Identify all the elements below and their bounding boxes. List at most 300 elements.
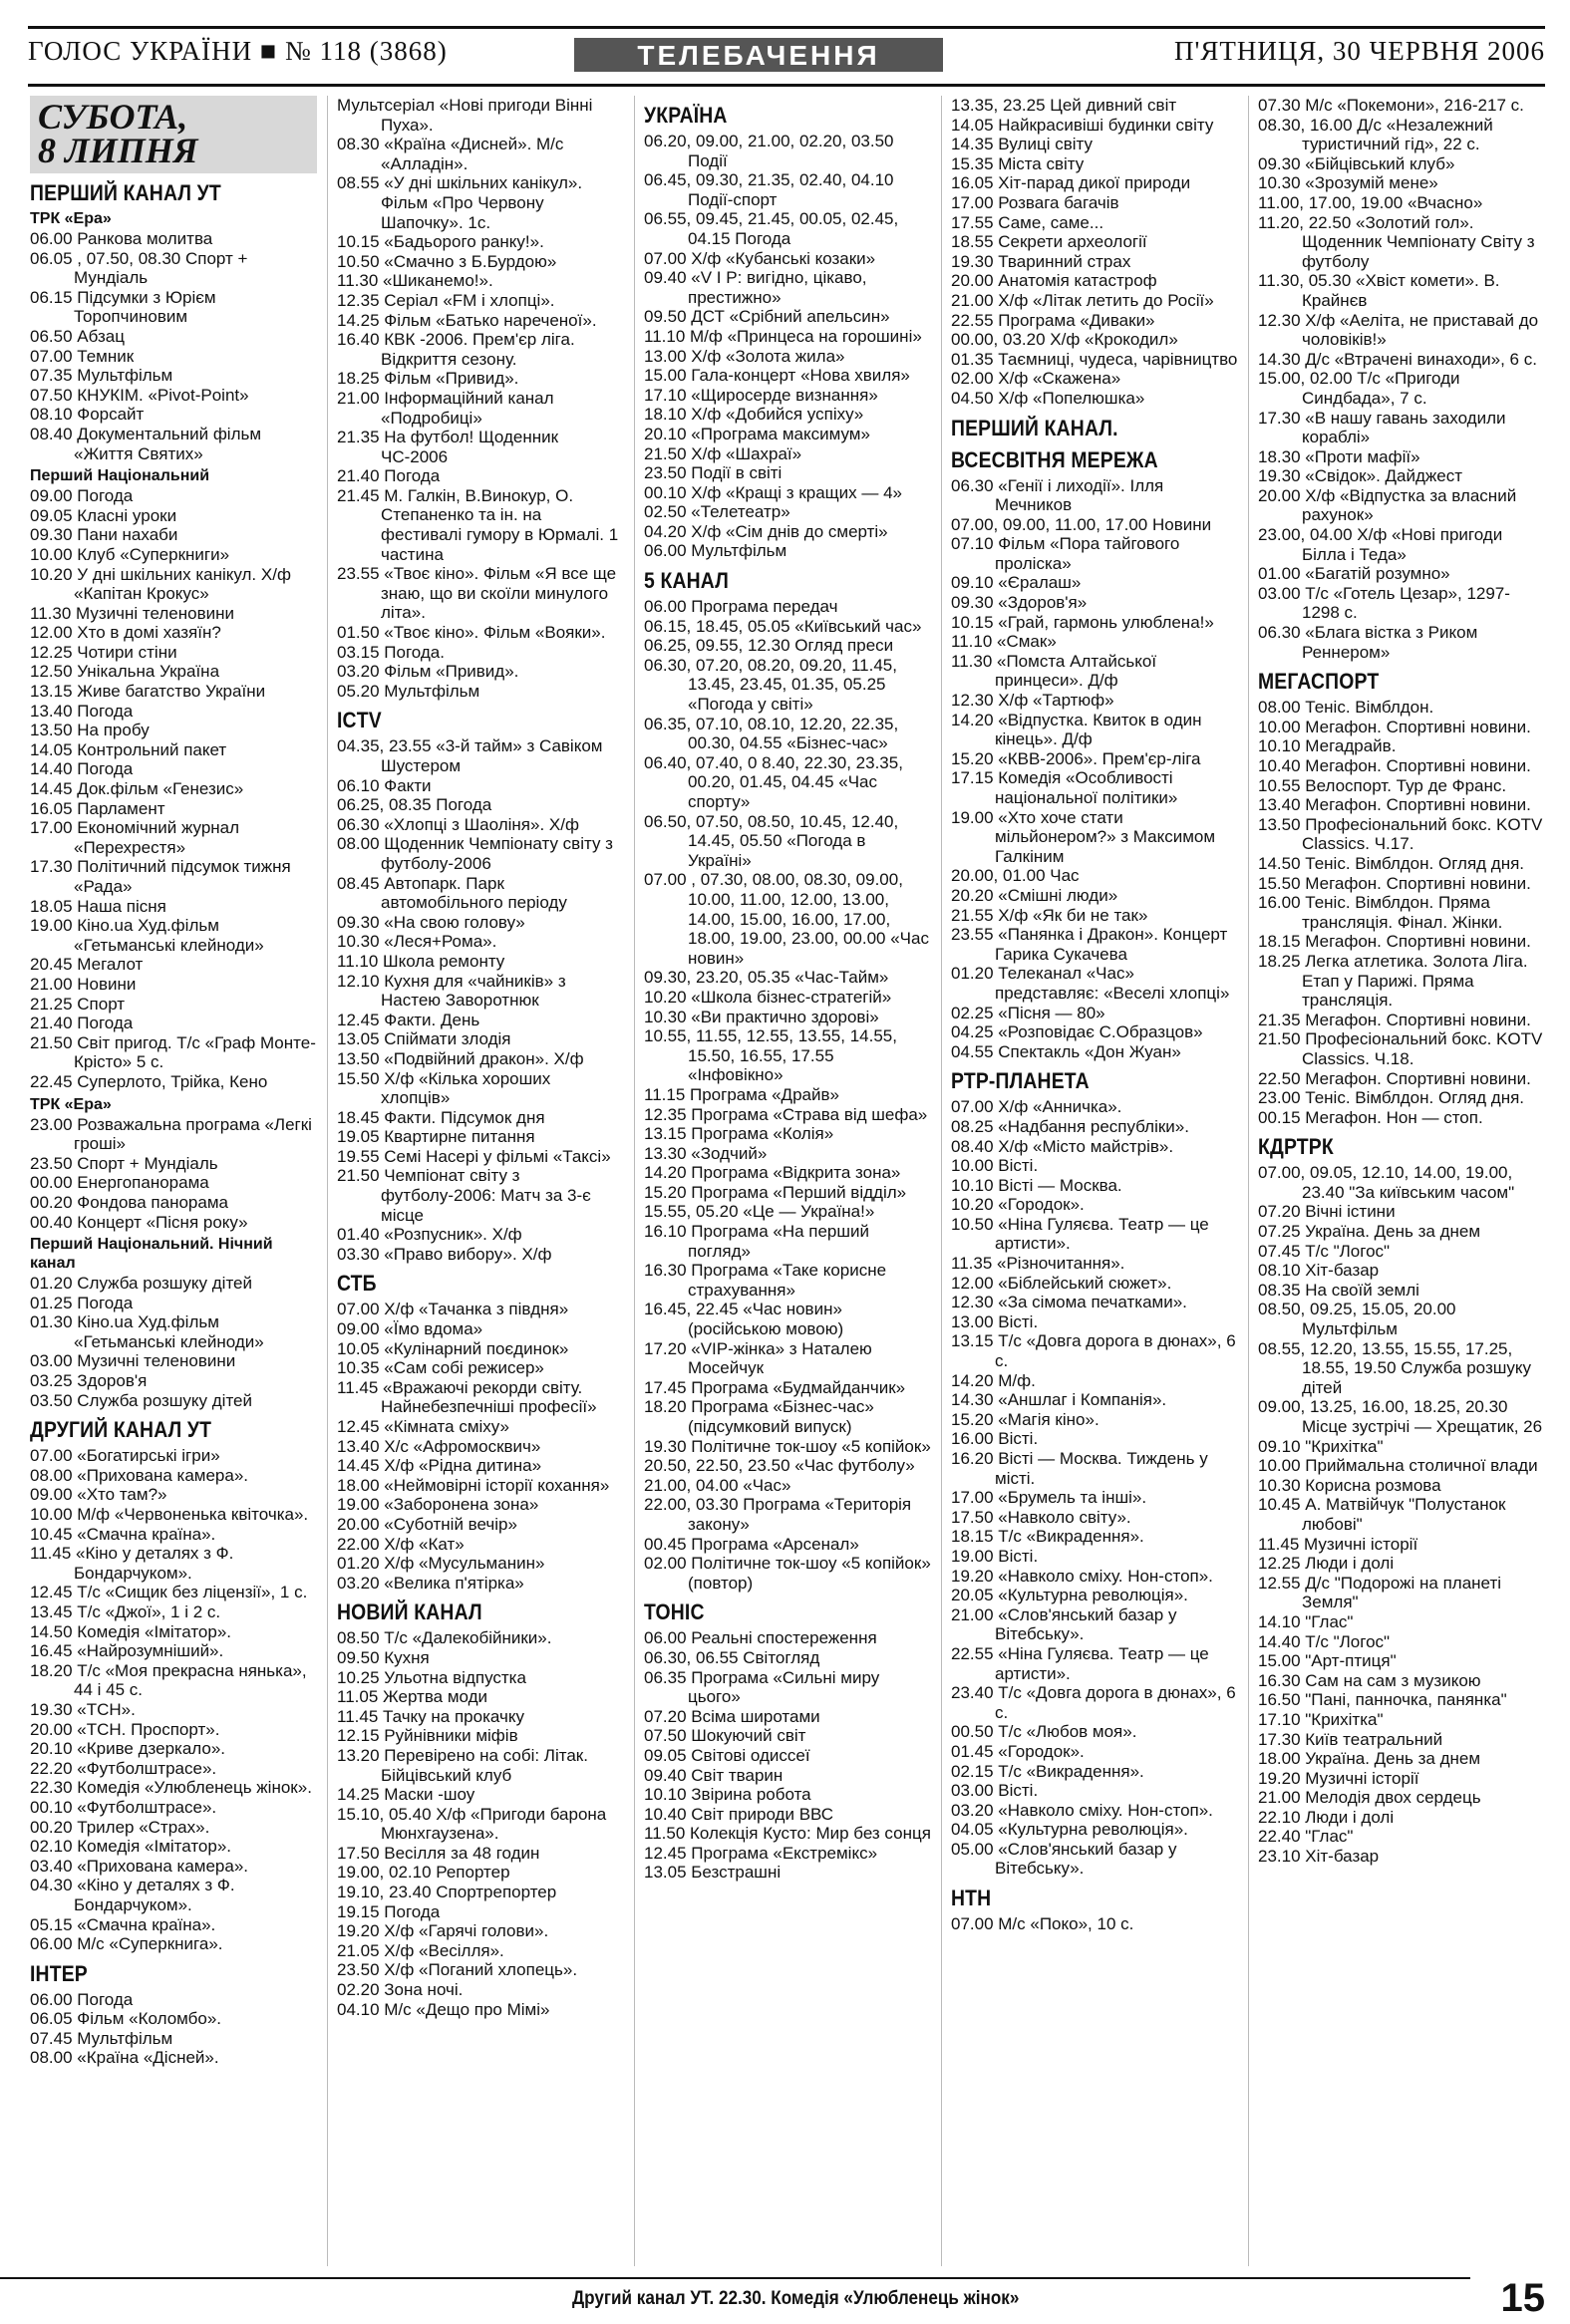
program-listing: 04.55 Спектакль «Дон Жуан» — [951, 1041, 1181, 1061]
program-listing: 16.40 КВК -2006. Прем'єр ліга. Відкриття сезону. — [337, 330, 575, 369]
program-listing: 06.00 Ранкова молитва — [30, 229, 213, 248]
program-listing: 06.35 Програма «Сильні миру цього» — [644, 1667, 880, 1707]
program-listing: 09.40 Світ тварин — [644, 1765, 784, 1785]
program-listing: 10.25 Ульотна відпустка — [337, 1667, 526, 1687]
program-listing: 21.35 На футбол! Щоденник ЧС-2006 — [337, 428, 559, 466]
program-listing: 17.00 Економічний журнал «Перехрестя» — [30, 818, 240, 857]
program-listing: 10.00 Клуб «Суперкниги» — [30, 544, 230, 564]
program-listing: 12.45 «Кімната сміху» — [337, 1417, 509, 1436]
program-listing: 02.10 Комедія «Імітатор». — [30, 1837, 232, 1857]
program-listing: 07.45 Мультфільм — [30, 2028, 173, 2048]
program-listing: 15.00 "Арт-птиця" — [1258, 1651, 1397, 1671]
program-listing: 20.10 «Криве дзеркало». — [30, 1739, 226, 1759]
program-listing: 11.05 Жертва моди — [337, 1687, 488, 1707]
program-listing: 14.20 Програма «Відкрита зона» — [644, 1163, 901, 1183]
program-listing: 23.00 Розважальна програма «Легкі гроші» — [30, 1114, 312, 1154]
program-listing: 07.25 Україна. День за днем — [1258, 1222, 1481, 1242]
program-listing: 10.00 Вісті. — [951, 1156, 1039, 1176]
program-listing: 20.45 Мегалот — [30, 955, 144, 975]
program-listing: 17.45 Програма «Будмайданчик» — [644, 1377, 906, 1397]
program-listing: 00.20 Трилер «Страх». — [30, 1817, 210, 1837]
program-listing: 03.00 Вісті. — [951, 1781, 1039, 1801]
program-listing: 08.55, 12.20, 13.55, 15.55, 17.25, 18.55, 19.50 Служба розшуку дітей — [1258, 1338, 1532, 1397]
program-listing: 23.50 Події в світі — [644, 463, 783, 483]
program-listing: 17.55 Саме, саме... — [951, 212, 1104, 232]
program-listing: 12.25 Люди і долі — [1258, 1554, 1395, 1574]
program-listing: 06.30, 06.55 Світогляд — [644, 1647, 820, 1667]
program-listing: 09.00 «Їмо вдома» — [337, 1319, 483, 1339]
program-listing: 01.20 Х/ф «Мусульманин» — [337, 1554, 545, 1574]
program-listing: 17.50 Весілля за 48 годин — [337, 1843, 540, 1863]
program-listing: 03.20 «Велика п'ятірка» — [337, 1573, 524, 1593]
program-listing: 12.10 Кухня для «чайників» з Настею Заворотнюк — [337, 971, 566, 1011]
program-listing: 15.00, 02.00 Т/с «Пригоди Синдбада», 7 с. — [1258, 369, 1460, 408]
program-listing: 10.30 «Леся+Рома». — [337, 932, 497, 952]
program-listing: 19.55 Семі Насері у фільмі «Таксі» — [337, 1146, 611, 1166]
program-listing: 13.50 Професіональний бокс. KOTV Classics. Ч.17. — [1258, 814, 1543, 854]
program-listing: 07.00, 09.00, 11.00, 17.00 Новини — [951, 514, 1212, 534]
program-listing: 09.30 «Бійцівський клуб» — [1258, 153, 1455, 173]
program-listing: 14.50 Комедія «Імітатор». — [30, 1621, 232, 1641]
program-listing: 19.30 Політичне ток-шоу «5 копійок» — [644, 1436, 931, 1456]
program-listing: 11.10 Школа ремонту — [337, 951, 505, 971]
program-listing: 21.35 Мегафон. Спортивні новини. — [1258, 1010, 1531, 1029]
program-listing: 14.45 Х/ф «Рідна дитина» — [337, 1456, 542, 1476]
program-listing: 08.50 Т/с «Далекобійники». — [337, 1628, 552, 1648]
program-listing: 16.20 Вісті — Москва. Тиждень у місті. — [951, 1449, 1208, 1488]
channel-heading: 5 КАНАЛ — [644, 568, 729, 594]
program-listing: 13.40 Х/с «Афромосквич» — [337, 1436, 541, 1456]
program-listing: 00.10 Х/ф «Кращі з кращих — 4» — [644, 482, 902, 502]
program-listing: 21.50 Світ пригод. Т/с «Граф Монте-Крісто» 5 с. — [30, 1032, 316, 1072]
program-listing: 10.00 Приймальна столичної влади — [1258, 1456, 1538, 1476]
channel-heading: ICTV — [337, 708, 382, 733]
program-listing: 02.15 Т/с «Викрадення». — [951, 1761, 1144, 1781]
program-listing: 16.05 Хіт-парад дикої природи — [951, 173, 1191, 193]
program-listing: 08.00 Щоденник Чемпіонату світу з футболу-2006 — [337, 834, 613, 873]
program-listing: 00.10 «Футболштрасе». — [30, 1797, 217, 1817]
program-listing: 15.50 Х/ф «Кілька хороших хлопців» — [337, 1068, 551, 1108]
program-listing: 01.50 «Твоє кіно». Фільм «Вояки». — [337, 623, 606, 643]
program-listing: 07.50 Шокуючий світ — [644, 1726, 806, 1746]
program-listing: 17.00 Розвага багачів — [951, 192, 1119, 212]
program-listing: 15.20 Програма «Перший відділ» — [644, 1182, 907, 1202]
program-listing: 15.55, 05.20 «Це — Україна!» — [644, 1202, 875, 1222]
program-listing: 14.30 Д/с «Втрачені винаходи», 6 с. — [1258, 349, 1537, 369]
program-listing: 06.50, 07.50, 08.50, 10.45, 12.40, 14.45, 05.50 «Погода в Україні» — [644, 811, 899, 870]
channel-heading: КДРТРК — [1258, 1134, 1334, 1160]
program-listing: 19.30 «Свідок». Дайджест — [1258, 466, 1463, 486]
program-listing: 08.00 Теніс. Вімблдон. — [1258, 698, 1434, 718]
program-listing: 05.15 «Смачна країна». — [30, 1914, 216, 1934]
column-divider — [634, 96, 635, 2266]
program-listing: 13.05 Безстрашні — [644, 1863, 782, 1883]
program-listing: 21.00 Новини — [30, 974, 137, 994]
column-1 — [30, 96, 317, 2266]
program-listing: 09.00, 13.25, 16.00, 18.25, 20.30 Місце зустрічі — Хрещатик, 26 — [1258, 1397, 1543, 1436]
program-listing: 19.30 Тваринний страх — [951, 251, 1131, 271]
program-listing: 03.50 Служба розшуку дітей — [30, 1390, 252, 1410]
program-listing: 05.00 «Слов'янський базар у Вітебську». — [951, 1839, 1177, 1879]
program-listing: 08.00 «Країна «Дісней». — [30, 2048, 219, 2068]
program-listing: 14.50 Теніс. Вімблдон. Огляд дня. — [1258, 853, 1525, 873]
program-listing: 10.20 У дні шкільних канікул. Х/ф «Капітан Крокус» — [30, 564, 291, 604]
program-listing: 22.30 Комедія «Улюбленець жінок». — [30, 1778, 312, 1798]
program-listing: 09.30, 23.20, 05.35 «Час-Тайм» — [644, 968, 889, 988]
footer-highlight: Другий канал УТ. 22.30. Комедія «Улюбленець жінок» — [572, 2288, 1020, 2309]
program-listing: 23.55 «Панянка і Дракон». Концерт Гарика Сукачева — [951, 925, 1228, 964]
program-listing: 09.05 Світові одиссеї — [644, 1745, 810, 1765]
program-listing: 03.25 Здоров'я — [30, 1371, 148, 1391]
program-listing: 12.15 Руйнівники міфів — [337, 1726, 518, 1746]
program-listing: 11.45 Тачку на прокачку — [337, 1706, 524, 1726]
program-listing: 17.30 «В нашу гавань заходили кораблі» — [1258, 408, 1506, 447]
program-listing: 11.45 Музичні історії — [1258, 1534, 1418, 1554]
program-listing: 12.45 Т/с «Сищик без ліцензії», 1 с. — [30, 1583, 308, 1602]
program-listing: 10.00 М/ф «Червоненька квіточка». — [30, 1505, 309, 1525]
program-listing: 21.55 Х/ф «Як би не так» — [951, 905, 1148, 925]
program-listing: 06.50 Абзац — [30, 326, 125, 346]
program-listing: 12.55 Д/с "Подорожі на планеті Земля" — [1258, 1573, 1502, 1612]
program-listing: 06.15 Підсумки з Юрієм Торопчиновим — [30, 287, 216, 327]
program-listing: 22.55 «Ніна Гуляєва. Театр — це артисти». — [951, 1643, 1209, 1683]
program-listing: 09.00 «Хто там?» — [30, 1485, 167, 1505]
program-listing: 06.55, 09.45, 21.45, 00.05, 02.45, 04.15 Погода — [644, 209, 899, 248]
program-listing: 07.20 Всіма широтами — [644, 1706, 820, 1726]
program-listing: 03.40 «Прихована камера». — [30, 1856, 249, 1876]
program-block-label: Перший Національний. Нічний канал — [30, 1236, 273, 1273]
program-listing: 22.45 Суперлото, Трійка, Кено — [30, 1071, 268, 1091]
program-listing: 19.00, 02.10 Репортер — [337, 1863, 510, 1883]
program-listing: 08.30, 16.00 Д/с «Незалежний туристичний гід», 22 с. — [1258, 115, 1493, 154]
program-listing: 02.50 «Телетеатр» — [644, 502, 790, 522]
program-listing: 15.20 «Магія кіно». — [951, 1409, 1099, 1429]
program-listing: 18.45 Факти. Підсумок дня — [337, 1107, 545, 1127]
column-3 — [644, 96, 931, 2266]
program-listing: 21.50 Чемпіонат світу з футболу-2006: Матч за 3-є місце — [337, 1166, 591, 1225]
program-listing: 01.20 Служба розшуку дітей — [30, 1274, 252, 1294]
program-listing: 14.35 Вулиці світу — [951, 135, 1093, 154]
program-listing: 18.25 Фільм «Привид». — [337, 369, 519, 389]
program-listing: 00.20 Фондова панорама — [30, 1192, 228, 1212]
program-listing: 18.15 Т/с «Викрадення». — [951, 1527, 1144, 1547]
top-rule — [28, 26, 1545, 29]
program-listing: 00.15 Мегафон. Нон — стоп. — [1258, 1107, 1483, 1127]
program-listing: 20.20 «Смішні люди» — [951, 885, 1118, 905]
program-listing: 04.30 «Кіно у деталях з Ф. Бондарчуком». — [30, 1876, 235, 1914]
program-listing: 08.40 Х/ф «Місто майстрів». — [951, 1136, 1174, 1156]
program-listing: 07.00 Х/ф «Анничка». — [951, 1097, 1122, 1117]
program-listing: 21.40 Погода — [337, 466, 441, 486]
program-listing: 13.45 Т/с «Джої», 1 і 2 с. — [30, 1602, 221, 1621]
program-listing: 11.00, 17.00, 19.00 «Вчасно» — [1258, 192, 1483, 212]
program-listing: 18.20 Програма «Бізнес-час» (підсумковий випуск) — [644, 1397, 874, 1436]
program-listing: 04.35, 23.55 «3-й тайм» з Савіком Шустером — [337, 736, 603, 775]
program-listing: 12.35 Програма «Страва від шефа» — [644, 1104, 928, 1124]
program-listing: 21.00 Х/ф «Літак летить до Росії» — [951, 290, 1214, 310]
program-listing: 08.45 Автопарк. Парк автомобільного періоду — [337, 873, 567, 913]
program-listing: 14.25 Маски -шоу — [337, 1785, 475, 1805]
program-listing: 11.15 Програма «Драйв» — [644, 1084, 839, 1104]
program-listing: 22.40 "Глас" — [1258, 1827, 1354, 1847]
program-listing: 23.50 Спорт + Мундіаль — [30, 1153, 218, 1173]
program-listing: 23.55 «Твоє кіно». Фільм «Я все ще знаю, що ви скоїли минулого літа». — [337, 564, 617, 623]
program-listing: 21.00, 04.00 «Час» — [644, 1475, 791, 1495]
program-listing: 06.25, 09.55, 12.30 Огляд преси — [644, 636, 894, 656]
program-listing: 14.10 "Глас" — [1258, 1611, 1354, 1631]
program-listing: 04.50 Х/ф «Попелюшка» — [951, 388, 1145, 408]
program-listing: 14.40 Погода — [30, 759, 134, 779]
program-listing: 04.25 «Розповідає С.Образцов» — [951, 1022, 1203, 1042]
program-listing: 23.00, 04.00 Х/ф «Нові пригоди Білла і Теда» — [1258, 525, 1503, 564]
program-listing: 01.40 «Розпусник». Х/ф — [337, 1225, 522, 1245]
program-listing: 06.05 , 07.50, 08.30 Спорт + Мундіаль — [30, 248, 248, 288]
program-listing: 10.05 «Кулінарний поєдинок» — [337, 1338, 569, 1358]
program-listing: 09.50 ДСТ «Срібний апельсин» — [644, 307, 890, 327]
program-listing: 06.10 Факти — [337, 775, 432, 795]
program-listing: 16.05 Парламент — [30, 798, 165, 818]
program-listing: 07.45 Т/с "Логос" — [1258, 1241, 1391, 1261]
program-listing: 06.15, 18.45, 05.05 «Київський час» — [644, 616, 922, 636]
day-date: 8 ЛИПНЯ — [38, 131, 198, 170]
program-listing: 14.05 Контрольний пакет — [30, 739, 227, 759]
program-listing: 19.05 Квартирне питання — [337, 1127, 535, 1147]
program-listing: 08.50, 09.25, 15.05, 20.00 Мультфільм — [1258, 1300, 1456, 1339]
program-listing: 20.00 «ТСН. Проспорт». — [30, 1719, 220, 1739]
program-listing: 10.10 Звірина робота — [644, 1785, 811, 1805]
program-listing: 11.30 «Помста Алтайської принцеси». Д/ф — [951, 651, 1157, 691]
program-listing: 09.30 «Здоров'я» — [951, 593, 1088, 613]
program-listing: 19.20 «Навколо сміху. Нон-стоп». — [951, 1566, 1213, 1586]
program-listing: 17.10 «Щиросерде визнання» — [644, 385, 878, 405]
channel-heading: УКРАЇНА — [644, 103, 728, 128]
program-listing: 08.10 Форсайт — [30, 405, 145, 425]
program-listing: 03.00 Музичні теленовини — [30, 1351, 236, 1371]
section-title: ТЕЛЕБАЧЕННЯ — [574, 38, 943, 72]
program-listing: 13.50 На пробу — [30, 721, 150, 740]
program-listing: 19.15 Погода — [337, 1901, 441, 1921]
program-listing: 22.20 «Футболштрасе». — [30, 1758, 217, 1778]
column-divider — [941, 96, 942, 2266]
program-listing: 09.40 «V I P: вигідно, цікаво, престижно» — [644, 268, 867, 307]
program-listing: 06.45, 09.30, 21.35, 02.40, 04.10 Події-спорт — [644, 170, 894, 209]
program-listing: 07.00, 09.05, 12.10, 14.00, 19.00, 23.40 "За київським часом" — [1258, 1163, 1515, 1202]
program-listing: 18.00 «Неймовірні історії кохання» — [337, 1475, 610, 1495]
program-listing: 01.25 Погода — [30, 1293, 134, 1312]
channel-heading: ТОНІС — [644, 1599, 705, 1625]
program-listing: 16.45, 22.45 «Час новин» (російською мовою) — [644, 1300, 844, 1339]
program-listing: 06.00 Програма передач — [644, 597, 838, 617]
program-listing: 09.05 Класні уроки — [30, 505, 177, 525]
program-listing: 12.30 Х/ф «Тартюф» — [951, 691, 1114, 711]
column-4 — [951, 96, 1238, 2266]
program-listing: 03.00 Т/с «Готель Цезар», 1297-1298 с. — [1258, 583, 1510, 623]
program-listing: 13.40 Мегафон. Спортивні новини. — [1258, 795, 1531, 815]
program-listing: 17.30 Київ театральний — [1258, 1729, 1443, 1749]
program-listing: 21.00 Мелодія двох сердець — [1258, 1788, 1481, 1808]
program-listing: 20.00 Х/ф «Відпустка за власний рахунок» — [1258, 485, 1517, 525]
program-listing: 03.15 Погода. — [337, 642, 445, 662]
program-listing: 00.45 Програма «Арсенал» — [644, 1534, 859, 1554]
column-divider — [1248, 96, 1249, 2266]
program-listing: 10.15 «Грай, гармонь улюблена!» — [951, 612, 1214, 632]
program-listing: 07.10 Фільм «Пора тайгового пролiска» — [951, 534, 1180, 573]
program-listing: 18.05 Наша пісня — [30, 896, 166, 916]
program-listing: 13.00 Х/ф «Золота жила» — [644, 346, 845, 366]
program-listing: 12.30 «За сімома печатками». — [951, 1293, 1187, 1312]
program-listing: 18.25 Легка атлетика. Золота Ліга. Етап у Парижі. Пряма трансляція. — [1258, 951, 1528, 1011]
program-listing: 08.35 На своїй землі — [1258, 1280, 1419, 1300]
program-listing: 23.50 Х/ф «Поганий хлопець». — [337, 1960, 578, 1980]
program-listing: 10.50 «Смачно з Б.Бурдою» — [337, 251, 557, 271]
program-listing: 10.20 «Городок». — [951, 1195, 1085, 1215]
channel-heading: РТР-ПЛАНЕТА — [951, 1068, 1090, 1094]
program-listing: 17.50 «Навколо світу». — [951, 1507, 1131, 1527]
program-listing: 06.30, 07.20, 08.20, 09.20, 11.45, 13.45, 23.45, 01.35, 05.25 «Погода у світі» — [644, 655, 897, 715]
page-number: 15 — [1500, 2276, 1545, 2320]
program-listing: 14.45 Док.фільм «Генезис» — [30, 779, 244, 799]
program-listing: 19.20 Х/ф «Гарячі голови». — [337, 1921, 549, 1941]
program-listing: 10.30 Корисна розмова — [1258, 1475, 1441, 1495]
program-listing: 14.30 «Аншлаг і Компанія». — [951, 1390, 1167, 1410]
program-listing: 06.00 Мультфільм — [644, 541, 787, 561]
program-listing: 09.50 Кухня — [337, 1647, 430, 1667]
program-listing: 07.00 , 07.30, 08.00, 08.30, 09.00, 10.00, 11.00, 12.00, 13.00, 14.00, 15.00, 16.00, 17.00, 18.00, 19.00, 23.00, 00.00 «Час новин» — [644, 870, 929, 968]
program-listing: 16.00 Вісті. — [951, 1429, 1039, 1449]
program-listing: 07.50 КНУКІМ. «Pivot-Point» — [30, 385, 249, 405]
program-listing: 13.00 Вісті. — [951, 1311, 1039, 1331]
program-listing: 00.40 Концерт «Пісня року» — [30, 1212, 248, 1232]
program-listing: 07.00 М/с «Поко», 10 с. — [951, 1914, 1134, 1934]
program-listing: 22.50 Мегафон. Спортивні новини. — [1258, 1068, 1531, 1088]
program-listing: 16.00 Теніс. Вімблдон. Пряма трансляція. Фінал. Жінки. — [1258, 893, 1503, 932]
program-listing: 08.00 «Прихована камера». — [30, 1465, 249, 1485]
program-listing: 11.30 «Шиканемо!». — [337, 271, 493, 291]
program-listing: 07.00 Х/ф «Тачанка з півдня» — [337, 1300, 569, 1319]
program-listing: 02.20 Зона ночі. — [337, 1980, 464, 2000]
program-listing: 14.05 Найкрасивіші будинки світу — [951, 115, 1214, 135]
channel-heading: НТН — [951, 1886, 992, 1911]
program-listing: 10.30 «Зрозумій мене» — [1258, 173, 1438, 193]
program-listing: 21.50 Х/ф «Шахраї» — [644, 443, 802, 463]
program-listing: 18.10 Х/ф «Добийся успіху» — [644, 405, 864, 425]
program-listing: 13.50 «Подвійний дракон». Х/ф — [337, 1048, 584, 1068]
program-listing: 05.20 Мультфільм — [337, 681, 480, 701]
program-listing: 21.50 Професіональний бокс. KOTV Classics. Ч.18. — [1258, 1029, 1543, 1068]
program-listing: 19.10, 23.40 Спортрепортер — [337, 1883, 557, 1902]
program-block-label: ТРК «Ера» — [30, 210, 112, 227]
program-listing: 21.45 М. Галкін, В.Винокур, О. Степаненко та ін. на фестивалі гумору в Юрмалі. 1 частина — [337, 485, 619, 564]
program-block-label: ТРК «Ера» — [30, 1095, 112, 1113]
program-listing: 15.10, 05.40 Х/ф «Пригоди барона Мюнхгаузена». — [337, 1804, 607, 1844]
program-listing: 12.35 Серіал «FM і хлопці». — [337, 290, 555, 310]
program-listing: 12.30 Х/ф «Аеліта, не приставай до чоловіків!» — [1258, 310, 1539, 350]
program-listing: 22.00, 03.30 Програма «Територія закону» — [644, 1495, 912, 1534]
program-listing: 07.30 М/с «Покемони», 216-217 с. — [1258, 96, 1524, 115]
program-listing: 19.00 «Заборонена зона» — [337, 1495, 539, 1515]
program-listing: 06.30 «Хлопці з Шаоліня». Х/ф — [337, 814, 579, 834]
program-listing: 01.20 Телеканал «Час» представляє: «Веселі хлопці» — [951, 964, 1230, 1003]
program-listing: 18.30 «Проти мафії» — [1258, 446, 1420, 466]
program-listing: 03.20 «Навколо сміху. Нон-стоп». — [951, 1800, 1213, 1820]
program-listing: 10.10 Вісті — Москва. — [951, 1175, 1122, 1195]
program-listing: 11.45 «Кіно у деталях з Ф. Бондарчуком». — [30, 1544, 234, 1583]
program-listing: 08.55 «У дні шкільних канікул». Фільм «Про Червону Шапочку». 1с. — [337, 173, 583, 232]
program-listing: 23.10 Хіт-базар — [1258, 1847, 1380, 1867]
program-listing: 15.00 Гала-концерт «Нова хвиля» — [644, 366, 910, 386]
program-listing: 21.25 Спорт — [30, 994, 126, 1014]
program-listing: 19.20 Музичні історії — [1258, 1768, 1419, 1788]
program-listing: 13.05 Спіймати злодія — [337, 1029, 511, 1049]
program-listing: 13.15 Т/с «Довга дорога в дюнах», 6 с. — [951, 1331, 1236, 1371]
program-listing: 23.00 Теніс. Вімблдон. Огляд дня. — [1258, 1088, 1525, 1108]
program-listing: 06.20, 09.00, 21.00, 02.20, 03.50 Події — [644, 132, 894, 170]
channel-heading: СТБ — [337, 1271, 377, 1297]
program-listing: 06.00 Реальні спостереження — [644, 1628, 877, 1648]
program-listing: 10.20 «Школа бізнес-стратегій» — [644, 987, 892, 1007]
issue-date: П'ЯТНИЦЯ, 30 ЧЕРВНЯ 2006 — [1174, 36, 1545, 66]
program-listing: 06.30 «Блага вістка з Риком Реннером» — [1258, 623, 1478, 662]
day-name: СУБОТА, — [38, 97, 188, 137]
program-listing: 10.35 «Сам собі режисер» — [337, 1358, 544, 1378]
program-listing: 21.40 Погода — [30, 1014, 134, 1033]
program-listing: 18.20 Т/с «Моя прекрасна нянька», 44 і 45 с. — [30, 1660, 307, 1700]
program-listing: 13.15 Живе багатство України — [30, 682, 266, 702]
program-listing: 17.00 «Брумель та інші». — [951, 1488, 1147, 1508]
program-listing: 16.30 Сам на сам з музикою — [1258, 1670, 1481, 1690]
program-listing: 00.00 Енергопанорама — [30, 1173, 209, 1193]
program-listing: 10.40 Мегафон. Спортивні новини. — [1258, 756, 1531, 775]
program-listing: 18.00 Україна. День за днем — [1258, 1749, 1481, 1769]
program-listing: 03.20 Фільм «Привид». — [337, 662, 519, 682]
program-listing: 15.20 «КВВ-2006». Прем'єр-ліга — [951, 748, 1201, 768]
program-listing: 22.55 Програма «Диваки» — [951, 310, 1155, 330]
program-listing: 19.00 Кіно.ua Худ.фільм «Гетьманські клейноди» — [30, 916, 264, 955]
program-listing: 10.00 Мегафон. Спортивні новини. — [1258, 717, 1531, 736]
program-listing: 18.55 Секрети археології — [951, 232, 1147, 252]
program-listing: 06.25, 08.35 Погода — [337, 795, 492, 815]
channel-heading: ВСЕСВІТНЯ МЕРЕЖА — [951, 446, 1158, 472]
program-listing: 17.20 «VIP-жінка» з Наталею Мосейчук — [644, 1338, 872, 1378]
column-5 — [1258, 96, 1545, 2266]
program-listing: 01.30 Кіно.ua Худ.фільм «Гетьманські клейноди» — [30, 1312, 264, 1351]
program-listing: 00.00, 03.20 Х/ф «Крокодил» — [951, 330, 1178, 350]
program-listing: 10.50 «Ніна Гуляєва. Театр — це артисти». — [951, 1214, 1209, 1254]
program-listing: 02.00 Х/ф «Скажена» — [951, 369, 1121, 389]
program-listing: 01.35 Таємниці, чудеса, чарівництво — [951, 349, 1238, 369]
program-block-label: Перший Національний — [30, 467, 210, 485]
program-listing: 20.00 «Суботній вечір» — [337, 1514, 517, 1534]
program-listing: 21.00 Інформаційний канал «Подробиці» — [337, 388, 554, 428]
program-listing: 13.30 «Зодчий» — [644, 1143, 768, 1163]
program-listing: 12.00 «Біблейський сюжет». — [951, 1273, 1172, 1293]
program-listing: 11.35 «Різночитання». — [951, 1254, 1125, 1274]
footer-rule — [0, 2277, 1470, 2279]
program-listing: 13.40 Погода — [30, 701, 134, 721]
day-heading — [30, 96, 317, 173]
program-listing: 11.45 «Вражаючі рекорди світу. Найнебезпечніші професії» — [337, 1377, 597, 1417]
program-listing: 20.50, 22.50, 23.50 «Час футболу» — [644, 1456, 915, 1476]
channel-heading: ПЕРШИЙ КАНАЛ УТ — [30, 180, 221, 205]
channel-heading: ДРУГИЙ КАНАЛ УТ — [30, 1417, 212, 1443]
program-listing: 13.20 Перевірено на собі: Літак. Бійцівський клуб — [337, 1745, 588, 1785]
program-listing: 21.05 Х/ф «Весілля». — [337, 1940, 504, 1960]
program-listing: 13.15 Програма «Колія» — [644, 1124, 834, 1144]
channel-heading: МЕГАСПОРТ — [1258, 669, 1380, 695]
program-listing: 14.20 М/ф. — [951, 1370, 1036, 1390]
program-listing: 15.35 Міста світу — [951, 153, 1085, 173]
column-divider — [327, 96, 328, 2266]
